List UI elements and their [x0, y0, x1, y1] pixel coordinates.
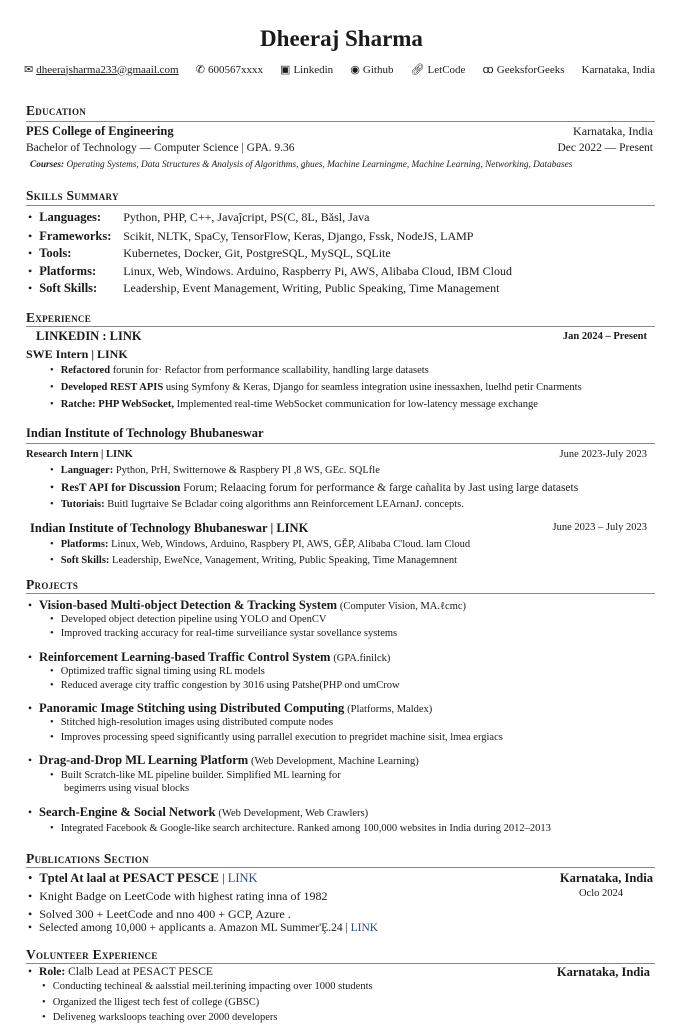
- project-title-row: [28, 701, 432, 717]
- project-bullet: [64, 782, 189, 796]
- job2-dates: June 2023-July 2023: [559, 449, 647, 460]
- project-title: Panoramic Image Stitching using Distributed Computing: [39, 701, 345, 715]
- pub-link[interactable]: LINK: [227, 871, 258, 885]
- job3-company: Indian Institute of Technology Bhubaneswar | LINK: [30, 521, 309, 535]
- volunteer-bullet: [42, 1011, 278, 1025]
- email-link[interactable]: [24, 63, 179, 76]
- bullet-text: begimerrs using visual blocks: [64, 783, 190, 794]
- pub-title: Tptel At laal at: [39, 871, 123, 885]
- bullet-text: Leadership, EweNce, Vanagement, Writing, Public Speaking, Time Managemnent: [109, 555, 458, 566]
- divider: [26, 867, 655, 868]
- leetcode-text: LetCode: [427, 63, 466, 76]
- skill-label: Languages:: [39, 210, 102, 224]
- volunteer-role: [28, 965, 213, 979]
- project-title-row: [28, 805, 368, 821]
- job2-company: Indian Institute of Technology Bhubaneswar: [26, 426, 264, 440]
- bullet-bold: Platforms:: [60, 539, 109, 550]
- experience-heading: Experience: [26, 310, 92, 325]
- skill-row: [28, 281, 499, 295]
- courses-label: Courses:: [30, 160, 65, 170]
- contact-bar: [24, 63, 655, 76]
- bullet-text: using Symfony & Keras, Django for seamless integration usine inessaxhen, luelhd petir Cnarments: [163, 382, 582, 393]
- skill-value: Python, PHP, C++, Javaĵcript, PS(C, 8L, Bǎsl, Java: [123, 210, 370, 224]
- bullet-text: Optimized traffic signal timing using RL models: [60, 666, 265, 677]
- education-heading: Education: [26, 103, 87, 118]
- experience-bullet: [50, 554, 457, 568]
- gfg-text: GeeksforGeeks: [496, 63, 565, 76]
- skill-row: [28, 246, 391, 260]
- project-tags: (Platforms, Maldex): [347, 704, 433, 715]
- skill-row: [28, 210, 369, 224]
- bullet-text: Linux, Web, Windows, Arduino, Raspbery PI, AWS, GĚP, Alibaba C'loud. lam Cloud: [108, 539, 471, 550]
- courses: [30, 158, 572, 172]
- divider: [26, 963, 655, 964]
- bullet-bold: Ratche: PHP WebSocket,: [60, 399, 174, 410]
- job1-dates: Jan 2024 – Present: [562, 331, 647, 342]
- bullet-text: Forum; Relaacing forum for performance & farge caǹalita by Jast using large datasets: [180, 482, 579, 494]
- job1-role: SWE Intern | LINK: [26, 347, 128, 361]
- phone-icon: ✆: [195, 64, 205, 76]
- github-icon: ◉: [350, 64, 360, 76]
- experience-bullet: [50, 498, 464, 512]
- linkedin-link[interactable]: [280, 63, 333, 76]
- bullet-text: Python, PrH, Switternowe & Raspbery PI ,8 WS, GEc. SQLfle: [113, 465, 380, 476]
- publication-item: [28, 871, 258, 885]
- project-tags: (Web Development, Web Crawlers): [218, 808, 369, 819]
- bullet-text: Reduced average city traffic congestion by 3016 using Patshe(PHP ond umCrow: [60, 680, 400, 691]
- skill-value: Scikit, NLTK, SpaCy, TensorFlow, Keras, Django, Fssk, NodeJS, LAMP: [123, 229, 474, 243]
- divider: [26, 326, 655, 327]
- gfg-icon: ꝏ: [482, 64, 494, 76]
- project-bullet: [50, 665, 265, 679]
- divider: [26, 121, 655, 122]
- skill-value: Linux, Web, Windows. Arduino, Raspberry Pi, AWS, Alibaba Cloud, IBM Cloud: [123, 264, 513, 278]
- project-title-row: [28, 650, 390, 666]
- experience-bullet: [50, 381, 582, 395]
- publication-item: [28, 921, 378, 935]
- bullet-text: Developed object detection pipeline using YOLO and OpenCV: [60, 614, 327, 625]
- project-tags: (Web Development, Machine Learning): [251, 756, 419, 767]
- experience-bullet: [50, 538, 470, 552]
- school-name: PES College of Engineering: [26, 124, 174, 138]
- publication-item: • Solved 300 + LeetCode and nno 400 + GCP, Azure .: [28, 907, 291, 921]
- project-title: Vision-based Multi-object Detection & Tracking System: [39, 598, 338, 612]
- gfg-link[interactable]: [483, 63, 565, 76]
- role-label: Role:: [39, 966, 66, 978]
- experience-bullet: [50, 464, 380, 478]
- skill-row: [28, 264, 512, 278]
- project-bullet: [50, 613, 327, 627]
- candidate-name: Dheeraj Sharma: [260, 26, 423, 51]
- degree: Bachelor of Technology — Computer Science | GPA. 9.36: [26, 142, 295, 154]
- bullet-text: Buitl Iugrtaive Se Bcladar coing algorithms ann Reinforcement LEArnanJ. concepts.: [104, 499, 464, 510]
- pub-link[interactable]: LINK: [350, 922, 379, 934]
- volunteer-location: Karnataka, India: [556, 965, 650, 979]
- divider: [26, 593, 655, 594]
- phone-text: 600567xxxx: [207, 63, 263, 76]
- bullet-bold: ResT API for Discussion: [61, 482, 181, 494]
- education-dates: Dec 2022 — Present: [557, 142, 653, 154]
- skill-value: Leadership, Event Management, Writing, Public Speaking, Time Management: [123, 281, 500, 295]
- bullet-text: Improves processing speed significantly using parrallel execution to pregridet machine sisit, lmea ergiacs: [60, 732, 503, 743]
- bullet-text: forunin for· Refactor from performance scallability, handling large datasets: [110, 365, 429, 376]
- separator: |: [218, 871, 228, 885]
- divider: [26, 205, 655, 206]
- courses-text: Operating Systems, Data Structures & Analysis of Algorithms, ǥhues, Machine Learningme, Machine Learning, Networking, Databases: [66, 160, 573, 170]
- pub-location: Karnataka, India: [559, 871, 653, 885]
- bullet-text: Conducting techineal & aalsstial meil.terining impacting over 1000 students: [52, 981, 373, 992]
- project-bullet: [50, 716, 333, 730]
- job1-company: LINKEDIN : LINK: [36, 329, 142, 343]
- bullet-text: Implemented real-time WebSocket communication for low-latency message exchange: [173, 399, 538, 410]
- project-bullet: [50, 769, 341, 783]
- phone: [196, 63, 263, 76]
- bullet-text: Integrated Facebook & Google-like search architecture. Ranked among 100,000 websites in India during 2012–2013: [60, 823, 551, 834]
- bullet-text: Improved tracking accuracy for real-time surveiliance systar sovellance systems: [60, 628, 398, 639]
- bullet-bold: Soft Skills:: [60, 555, 110, 566]
- publication-item: • Knight Badge on LeetCode with highest rating inna of 1982: [28, 889, 327, 903]
- volunteer-heading: Volunteer Experience: [26, 947, 158, 962]
- project-tags: (GPA.finilck): [333, 653, 391, 664]
- skill-label: Platforms:: [39, 264, 97, 278]
- job3-dates: June 2023 – July 2023: [552, 522, 647, 533]
- experience-bullet: [50, 364, 429, 378]
- divider: [26, 443, 655, 444]
- bullet-bold: Tutoriais:: [60, 499, 105, 510]
- bullet-text: Organized the lligest tech fest of college (GBSC): [52, 997, 260, 1008]
- pub-date: Oclo 2024: [578, 888, 623, 899]
- role-text: Clalb Lead at PESACT PESCE: [65, 966, 213, 978]
- project-title: Search-Engine & Social Network: [39, 805, 216, 819]
- experience-bullet: [50, 481, 578, 495]
- bullet-text: Built Scratch-like ML pipeline builder. Simplified ML learning for: [60, 770, 341, 781]
- projects-heading: Projects: [26, 577, 79, 592]
- project-title-row: [28, 753, 419, 769]
- linkedin-icon: ▣: [280, 64, 291, 76]
- volunteer-bullet: [42, 996, 259, 1010]
- link-icon: 🔗︎: [410, 64, 425, 76]
- skill-label: Frameworks:: [39, 229, 112, 243]
- leetcode-link[interactable]: [411, 63, 466, 76]
- project-title-row: [28, 598, 466, 614]
- header-location: Karnataka, India: [581, 63, 655, 76]
- project-tags: (Computer Vision, MA.ℓcmc): [339, 601, 467, 612]
- pub-text: Selected among 10,000 + applicants a. Amazon ML Summer'Ȩ.24 |: [39, 922, 351, 934]
- project-bullet: [50, 822, 551, 836]
- skills-heading: Skills Summary: [26, 188, 119, 203]
- skill-label: Soft Skills:: [39, 281, 98, 295]
- skill-row: [28, 229, 473, 243]
- github-text: Github: [362, 63, 394, 76]
- project-title: Reinforcement Learning-based Traffic Control System: [39, 650, 331, 664]
- pub-org: PESACT PESCE: [122, 870, 219, 885]
- skill-value: Kubernetes, Docker, Git, PostgreSQL, MySQL, SQLite: [123, 246, 391, 260]
- project-bullet: [50, 679, 400, 693]
- job2-role: Research Intern | LINK: [26, 449, 133, 460]
- bullet-bold: Languager:: [60, 465, 114, 476]
- envelope-icon: ✉: [24, 64, 34, 76]
- project-title: Drag-and-Drop ML Learning Platform: [39, 753, 249, 767]
- bullet-text: Deliveneg warksloops teaching over 2000 developers: [52, 1012, 278, 1023]
- project-bullet: [50, 731, 503, 745]
- school-location: Karnataka, India: [573, 124, 653, 138]
- experience-bullet: [50, 398, 538, 412]
- publications-heading: Publications Section: [26, 851, 149, 866]
- github-link[interactable]: [350, 63, 393, 76]
- skill-label: Tools:: [39, 246, 72, 260]
- bullet-bold: Developed REST APIS: [60, 382, 164, 393]
- bullet-text: Stitched high-resolution images using distributed compute nodes: [60, 717, 334, 728]
- bullet-bold: Refactored: [60, 365, 111, 376]
- linkedin-text: Linkedin: [293, 63, 334, 76]
- volunteer-bullet: [42, 980, 373, 994]
- project-bullet: [50, 627, 397, 641]
- email-text: dheerajsharma233@gmaail.com: [36, 63, 179, 76]
